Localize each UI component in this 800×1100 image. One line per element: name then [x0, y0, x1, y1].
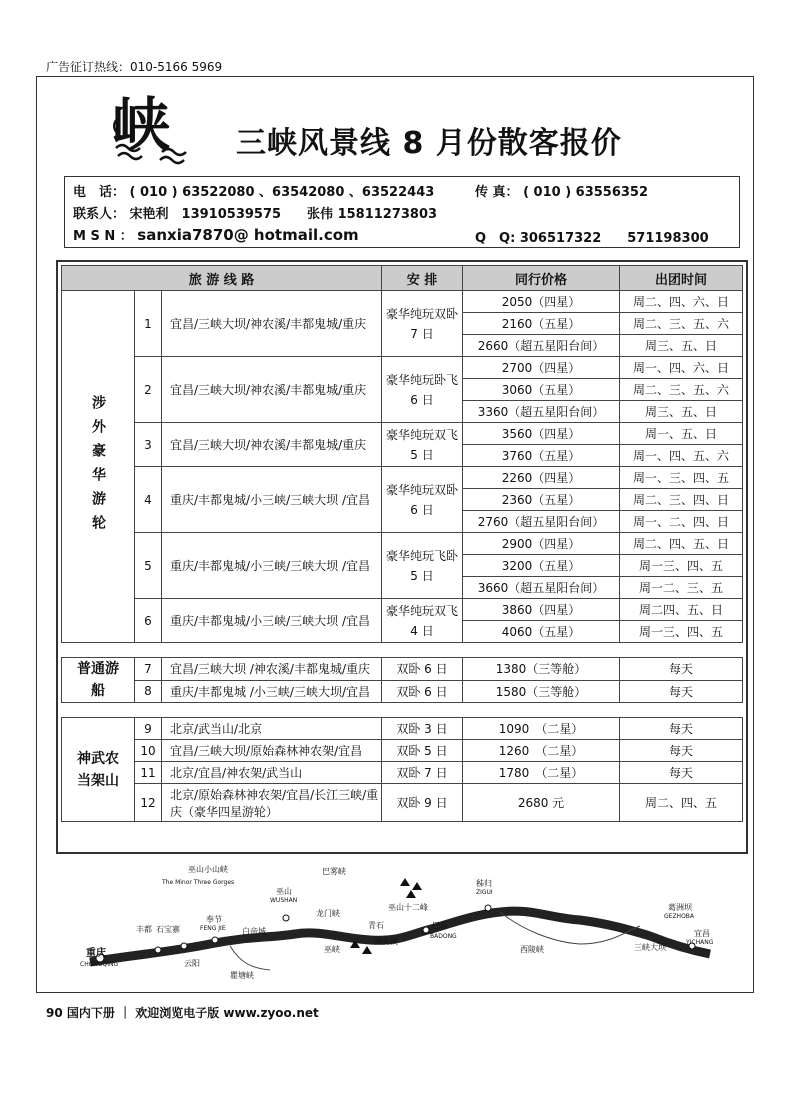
price-cell: 3200（五星） [463, 555, 620, 577]
price-cell: 3660（超五星阳台间） [463, 577, 620, 599]
route-name: 宜昌/三峡大坝/神农溪/丰都鬼城/重庆 [162, 357, 382, 423]
category-shennongjia: 神武农当架山 [62, 718, 135, 822]
route-number: 2 [135, 357, 162, 423]
departure-cell: 周一、四、五、六 [620, 445, 743, 467]
price-cell: 1090 （二星） [463, 718, 620, 740]
route-number: 7 [135, 658, 162, 681]
price-table [61, 265, 743, 822]
route-name: 重庆/丰都鬼城/小三峡/三峡大坝 /宜昌 [162, 467, 382, 533]
departure-cell: 周三、五、日 [620, 401, 743, 423]
departure-cell: 周二、三、四、日 [620, 489, 743, 511]
route-name: 北京/武当山/北京 [162, 718, 382, 740]
page-title: 三峡风景线 8 月份散客报价 [236, 126, 622, 161]
price-cell: 2160（五星） [463, 313, 620, 335]
departure-cell: 周二、四、六、日 [620, 291, 743, 313]
map-label: FENG JIE [200, 925, 226, 932]
table-row [62, 423, 743, 445]
section-separator [62, 703, 743, 718]
map-label: 云阳 [184, 959, 200, 968]
qq-value: 306517322 571198300 [519, 231, 709, 246]
departure-cell: 周一三、四、五 [620, 555, 743, 577]
page-number: 90 [46, 1006, 63, 1020]
route-number: 3 [135, 423, 162, 467]
fax-value: ( 010 ) 63556352 [523, 185, 649, 200]
price-cell: 4060（五星） [463, 621, 620, 643]
price-table-wrap [56, 260, 748, 854]
gorge-logo [112, 90, 192, 170]
route-number: 5 [135, 533, 162, 599]
table-row [62, 357, 743, 379]
map-label: 秭归 [476, 879, 492, 888]
map-label: GEZHOBA [664, 913, 695, 920]
qq-label: Q Q: [475, 231, 516, 246]
map-label: 重庆 [86, 948, 106, 959]
map-label: 龙门峡 [316, 909, 340, 918]
table-row [62, 599, 743, 621]
map-label: 巫山小山峡 [188, 865, 228, 874]
route-plan: 豪华纯玩双飞 5 日 [382, 423, 463, 467]
departure-cell: 周一、二、四、日 [620, 511, 743, 533]
person-value: 宋艳利 13910539575 张伟 15811273803 [129, 207, 438, 222]
departure-cell: 周一、三、四、五 [620, 467, 743, 489]
separator-cell [62, 643, 743, 658]
price-cell: 2360（五星） [463, 489, 620, 511]
route-plan: 豪华纯玩飞卧 5 日 [382, 533, 463, 599]
header-price: 同行价格 [463, 266, 620, 291]
route-name: 宜昌/三峡大坝/神农溪/丰都鬼城/重庆 [162, 291, 382, 357]
departure-cell: 每天 [620, 680, 743, 703]
route-name: 宜昌/三峡大坝 /神农溪/丰都鬼城/重庆 [162, 658, 382, 681]
route-number: 12 [135, 784, 162, 822]
map-label: 巫峡 [324, 945, 340, 954]
map-label: 巫山十二峰 [388, 903, 428, 912]
table-row [62, 533, 743, 555]
price-cell: 3860（四星） [463, 599, 620, 621]
map-label: 白帝城 [242, 927, 266, 936]
route-plan: 双卧 9 日 [382, 784, 463, 822]
departure-cell: 每天 [620, 740, 743, 762]
route-name: 北京/原始森林神农架/宜昌/长江三峡/重庆（豪华四星游轮） [162, 784, 382, 822]
departure-cell: 周二四、五、日 [620, 599, 743, 621]
phone-value: ( 010 ) 63522080 、63542080 、63522443 [129, 185, 435, 200]
price-cell: 3360（超五星阳台间） [463, 401, 620, 423]
route-name: 重庆/丰都鬼城 /小三峡/三峡大坝/宜昌 [162, 680, 382, 703]
wave-icon [112, 90, 192, 170]
route-number: 1 [135, 291, 162, 357]
price-cell: 1780 （二星） [463, 762, 620, 784]
price-cell: 1380（三等舱） [463, 658, 620, 681]
route-number: 9 [135, 718, 162, 740]
departure-cell: 周二、三、五、六 [620, 379, 743, 401]
header-route: 旅 游 线 路 [62, 266, 382, 291]
price-cell: 2660（超五星阳台间） [463, 335, 620, 357]
logo-character: 峡 [112, 91, 171, 159]
map-label: 丰都 [136, 925, 152, 934]
departure-cell: 周一二、三、五 [620, 577, 743, 599]
route-name: 重庆/丰都鬼城/小三峡/三峡大坝 /宜昌 [162, 533, 382, 599]
route-map [80, 858, 720, 996]
map-label: 巴雾峡 [322, 867, 346, 876]
map-label: 西陵峡 [520, 945, 544, 954]
table-row [62, 467, 743, 489]
route-plan: 双卧 6 日 [382, 658, 463, 681]
price-cell: 3560（四星） [463, 423, 620, 445]
map-label: ZIGUI [476, 889, 493, 896]
map-label: 神女溪 [374, 937, 398, 946]
contact-box [64, 176, 740, 248]
route-plan: 豪华纯玩双卧 7 日 [382, 291, 463, 357]
map-label: WUSHAN [270, 897, 298, 904]
table-row [62, 718, 743, 740]
price-cell: 2760（超五星阳台间） [463, 511, 620, 533]
route-plan: 双卧 3 日 [382, 718, 463, 740]
map-label: The Minor Three Gorges [162, 879, 235, 886]
price-cell: 2680 元 [463, 784, 620, 822]
page-footer [46, 1004, 319, 1021]
map-label: CHONGQING [80, 961, 119, 968]
departure-cell: 每天 [620, 762, 743, 784]
route-plan: 豪华纯玩双飞 4 日 [382, 599, 463, 643]
route-name: 宜昌/三峡大坝/神农溪/丰都鬼城/重庆 [162, 423, 382, 467]
fax-label: 传 真： [475, 185, 519, 200]
map-label: BADONG [430, 933, 457, 940]
departure-cell: 周二、三、五、六 [620, 313, 743, 335]
header-plan: 安 排 [382, 266, 463, 291]
route-plan: 豪华纯玩双卧 6 日 [382, 467, 463, 533]
map-label: YICHANG [686, 939, 714, 946]
section-separator [62, 643, 743, 658]
header-time: 出团时间 [620, 266, 743, 291]
price-cell: 2260（四星） [463, 467, 620, 489]
price-cell: 2050（四星） [463, 291, 620, 313]
map-label: 青石 [368, 921, 384, 930]
departure-cell: 每天 [620, 718, 743, 740]
price-cell: 2900（四星） [463, 533, 620, 555]
table-row [62, 740, 743, 762]
table-row [62, 784, 743, 822]
route-number: 8 [135, 680, 162, 703]
table-row [62, 762, 743, 784]
departure-cell: 周二、四、五 [620, 784, 743, 822]
separator-cell [62, 703, 743, 718]
table-row [62, 680, 743, 703]
map-label: 葛洲坝 [668, 903, 692, 912]
route-plan: 豪华纯玩卧飞 6 日 [382, 357, 463, 423]
map-label: 巴东 [432, 921, 448, 930]
map-label: 三峡大坝 [634, 943, 666, 952]
route-number: 6 [135, 599, 162, 643]
person-label: 联系人： [73, 207, 126, 222]
table-row [62, 658, 743, 681]
departure-cell: 周一、四、六、日 [620, 357, 743, 379]
ad-hotline: 广告征订热线：010-5166 5969 [46, 60, 223, 74]
map-label: 巫山 [276, 887, 292, 896]
route-plan: 双卧 6 日 [382, 680, 463, 703]
departure-cell: 每天 [620, 658, 743, 681]
route-plan: 双卧 7 日 [382, 762, 463, 784]
category-ordinary: 普通游船 [62, 658, 135, 703]
route-name: 宜昌/三峡大坝/原始森林神农架/宜昌 [162, 740, 382, 762]
route-name: 北京/宜昌/神农架/武当山 [162, 762, 382, 784]
price-cell: 1580（三等舱） [463, 680, 620, 703]
map-label: 瞿塘峡 [230, 971, 254, 980]
category-luxury: 涉外豪华游轮 [62, 291, 135, 643]
route-number: 11 [135, 762, 162, 784]
msn-label: M S N ： [73, 229, 133, 244]
departure-cell: 周二、四、五、日 [620, 533, 743, 555]
price-cell: 2700（四星） [463, 357, 620, 379]
price-cell: 3760（五星） [463, 445, 620, 467]
route-name: 重庆/丰都鬼城/小三峡/三峡大坝 /宜昌 [162, 599, 382, 643]
map-label: 石宝寨 [156, 925, 180, 934]
map-label: 宜昌 [694, 929, 710, 938]
route-number: 10 [135, 740, 162, 762]
price-cell: 1260 （二星） [463, 740, 620, 762]
phone-label: 电 话： [73, 185, 126, 200]
msn-value: sanxia7870@ hotmail.com [137, 226, 359, 244]
map-label: 奉节 [206, 915, 222, 924]
departure-cell: 周三、五、日 [620, 335, 743, 357]
price-cell: 3060（五星） [463, 379, 620, 401]
footer-text: 国内下册 ｜ 欢迎浏览电子版 www.zyoo.net [66, 1006, 319, 1020]
table-row [62, 291, 743, 313]
route-number: 4 [135, 467, 162, 533]
route-plan: 双卧 5 日 [382, 740, 463, 762]
departure-cell: 周一、五、日 [620, 423, 743, 445]
departure-cell: 周一三、四、五 [620, 621, 743, 643]
